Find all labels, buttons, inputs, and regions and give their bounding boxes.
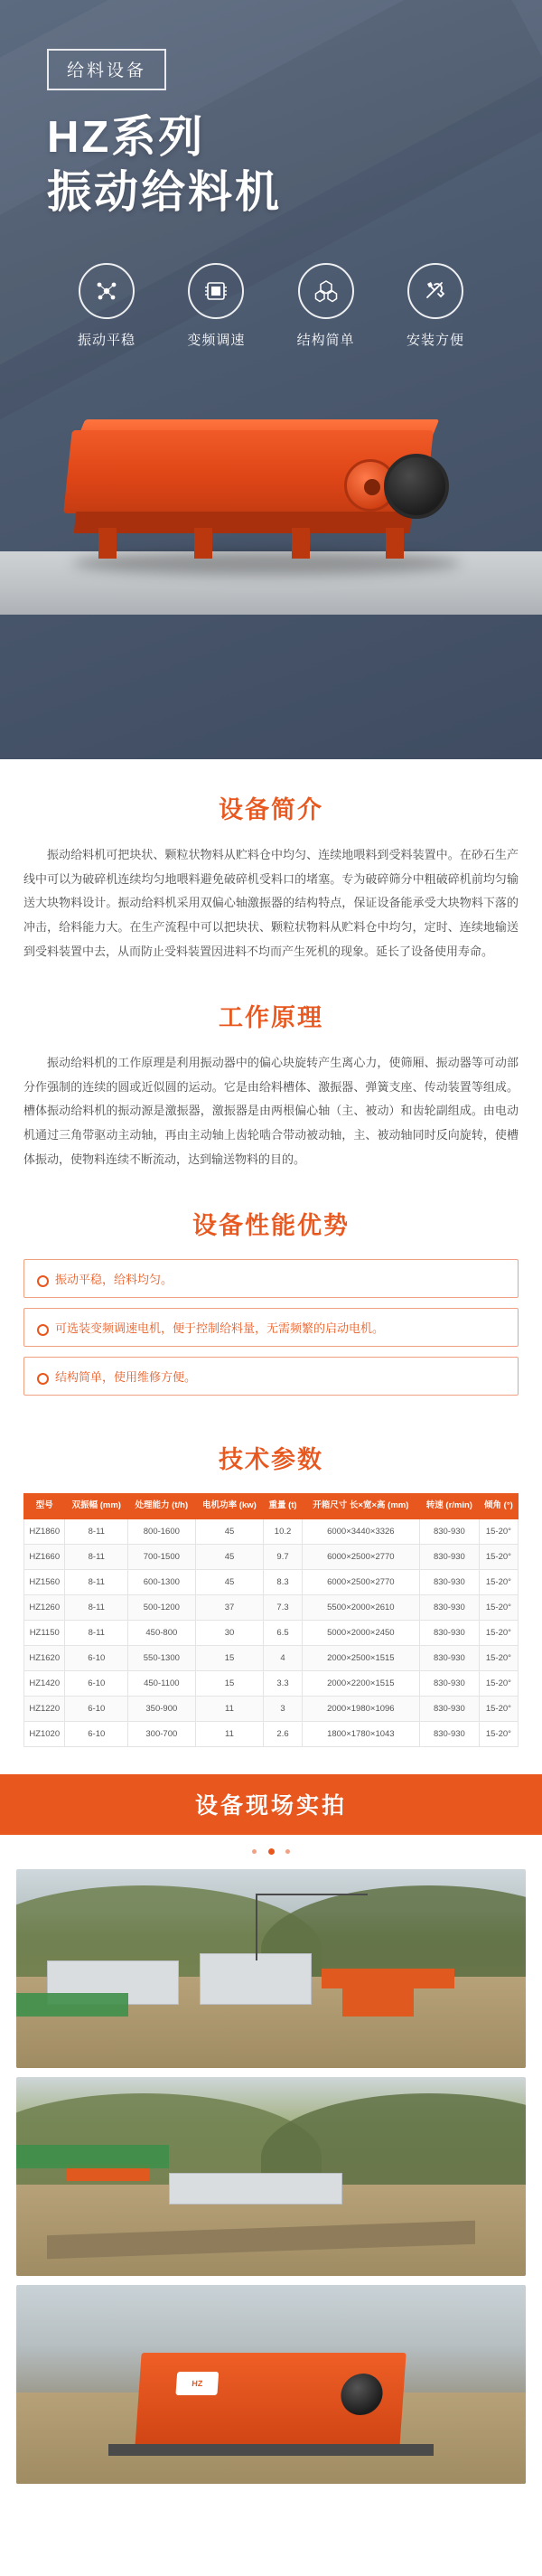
cell-weight: 4 bbox=[264, 1646, 302, 1671]
hero-title-line2: 振动给料机 bbox=[47, 168, 283, 218]
cell-speed: 830-930 bbox=[419, 1519, 479, 1545]
cell-model: HZ1150 bbox=[24, 1621, 65, 1646]
photo-foundation bbox=[169, 2173, 342, 2205]
feature-item-2 bbox=[272, 263, 380, 349]
cell-angle: 15-20° bbox=[479, 1671, 518, 1697]
advantage-item: 可选装变频调速电机，便于控制给料量，无需频繁的启动电机。 bbox=[23, 1308, 519, 1347]
intro-title: 设备简介 bbox=[219, 796, 323, 823]
cell-speed: 830-930 bbox=[419, 1697, 479, 1722]
cell-angle: 15-20° bbox=[479, 1519, 518, 1545]
tools-icon bbox=[407, 263, 463, 319]
cell-capacity: 450-1100 bbox=[128, 1671, 196, 1697]
cell-speed: 830-930 bbox=[419, 1646, 479, 1671]
cell-weight: 3.3 bbox=[264, 1671, 302, 1697]
table-header-row bbox=[24, 1494, 519, 1519]
feature-label-1: 变频调速 bbox=[187, 332, 246, 348]
feature-item-3 bbox=[381, 263, 490, 349]
table-row bbox=[24, 1621, 519, 1646]
cell-angle: 15-20° bbox=[479, 1570, 518, 1595]
cell-model: HZ1660 bbox=[24, 1545, 65, 1570]
cell-speed: 830-930 bbox=[419, 1722, 479, 1747]
cell-amplitude: 6-10 bbox=[65, 1671, 128, 1697]
section-advantages bbox=[0, 1175, 542, 1409]
machine-leg bbox=[386, 528, 404, 559]
cell-amplitude: 8-11 bbox=[65, 1621, 128, 1646]
cell-weight: 7.3 bbox=[264, 1595, 302, 1621]
principle-paragraph: 振动给料机的工作原理是利用振动器中的偏心块旋转产生离心力，使筛厢、振动器等可动部分作强制的连续的圆或近似圆的运动。它是由给料槽体、激振器、弹簧支座、传动装置等组成。槽体振动给料机的振动源是激振器，激振器是由两根偏心轴（主、被动）和齿轮副组成。由电动机通过三角带驱动主动轴，再由主动轴上齿轮啮合带动被动轴，主、被动轴同时反向旋转，使槽体振动，使物料连续不断流动，达到输送物料的目的。 bbox=[23, 1056, 519, 1166]
cell-dimensions: 1800×1780×1043 bbox=[302, 1722, 419, 1747]
cell-speed: 830-930 bbox=[419, 1621, 479, 1646]
table-row bbox=[24, 1697, 519, 1722]
photo-netting bbox=[16, 1993, 128, 2017]
table-row bbox=[24, 1519, 519, 1545]
cell-weight: 6.5 bbox=[264, 1621, 302, 1646]
col-model: 型号 bbox=[24, 1494, 65, 1519]
cell-capacity: 550-1300 bbox=[128, 1646, 196, 1671]
site-photo-gallery bbox=[0, 1866, 542, 2513]
cell-amplitude: 8-11 bbox=[65, 1570, 128, 1595]
table-row bbox=[24, 1722, 519, 1747]
cell-power: 15 bbox=[195, 1646, 264, 1671]
vibration-icon bbox=[79, 263, 135, 319]
col-dimensions: 开箱尺寸 长×宽×高 (mm) bbox=[302, 1494, 419, 1519]
advantage-item: 振动平稳，给料均匀。 bbox=[23, 1259, 519, 1298]
specs-table-body bbox=[24, 1519, 519, 1747]
cell-power: 15 bbox=[195, 1671, 264, 1697]
photo-equipment bbox=[322, 1969, 454, 1988]
cell-amplitude: 6-10 bbox=[65, 1646, 128, 1671]
photo-netting bbox=[16, 2145, 169, 2168]
decor-dots bbox=[0, 1835, 542, 1866]
machine-leg bbox=[194, 528, 212, 559]
cell-power: 45 bbox=[195, 1570, 264, 1595]
cell-capacity: 300-700 bbox=[128, 1722, 196, 1747]
cell-angle: 15-20° bbox=[479, 1697, 518, 1722]
photo-machine-base bbox=[108, 2444, 435, 2456]
hero-product-photo bbox=[0, 389, 542, 615]
cell-capacity: 350-900 bbox=[128, 1697, 196, 1722]
brand-logo: HZ bbox=[176, 2372, 220, 2395]
section-principle bbox=[0, 967, 542, 1175]
table-row bbox=[24, 1646, 519, 1671]
col-speed: 转速 (r/min) bbox=[419, 1494, 479, 1519]
hero-feature-list bbox=[52, 263, 490, 349]
machine-leg bbox=[98, 528, 117, 559]
photo-hill-right bbox=[261, 2093, 526, 2185]
principle-title: 工作原理 bbox=[219, 1004, 323, 1032]
hero-banner bbox=[0, 0, 542, 759]
advantages-title: 设备性能优势 bbox=[192, 1212, 350, 1240]
hero-category-tag: 给料设备 bbox=[47, 49, 166, 90]
cell-amplitude: 6-10 bbox=[65, 1697, 128, 1722]
cell-angle: 15-20° bbox=[479, 1545, 518, 1570]
table-row bbox=[24, 1570, 519, 1595]
cell-power: 37 bbox=[195, 1595, 264, 1621]
site-photo-2 bbox=[16, 2077, 526, 2276]
cell-model: HZ1020 bbox=[24, 1722, 65, 1747]
section-specs bbox=[0, 1409, 542, 1751]
cell-amplitude: 8-11 bbox=[65, 1519, 128, 1545]
cell-dimensions: 5000×2000×2450 bbox=[302, 1621, 419, 1646]
col-capacity: 处理能力 (t/h) bbox=[128, 1494, 196, 1519]
dot bbox=[252, 1849, 257, 1854]
cell-model: HZ1620 bbox=[24, 1646, 65, 1671]
table-row bbox=[24, 1595, 519, 1621]
machine-motor-pulley bbox=[384, 454, 449, 519]
site-photos-banner: 设备现场实拍 bbox=[0, 1774, 542, 1835]
cell-model: HZ1860 bbox=[24, 1519, 65, 1545]
dot bbox=[285, 1849, 290, 1854]
cell-power: 11 bbox=[195, 1697, 264, 1722]
cell-dimensions: 6000×2500×2770 bbox=[302, 1545, 419, 1570]
frequency-icon bbox=[188, 263, 244, 319]
cell-dimensions: 2000×1980×1096 bbox=[302, 1697, 419, 1722]
cell-model: HZ1260 bbox=[24, 1595, 65, 1621]
col-amplitude: 双振幅 (mm) bbox=[65, 1494, 128, 1519]
cell-dimensions: 2000×2500×1515 bbox=[302, 1646, 419, 1671]
machine-leg bbox=[292, 528, 310, 559]
col-weight: 重量 (t) bbox=[264, 1494, 302, 1519]
cell-angle: 15-20° bbox=[479, 1595, 518, 1621]
cell-capacity: 700-1500 bbox=[128, 1545, 196, 1570]
page-title bbox=[47, 110, 495, 221]
cell-amplitude: 8-11 bbox=[65, 1595, 128, 1621]
cell-weight: 3 bbox=[264, 1697, 302, 1722]
cell-capacity: 600-1300 bbox=[128, 1570, 196, 1595]
cell-model: HZ1560 bbox=[24, 1570, 65, 1595]
cell-capacity: 800-1600 bbox=[128, 1519, 196, 1545]
cell-capacity: 450-800 bbox=[128, 1621, 196, 1646]
site-photo-3 bbox=[16, 2285, 526, 2484]
cell-weight: 9.7 bbox=[264, 1545, 302, 1570]
photo-crane-mast bbox=[256, 1894, 257, 1961]
col-power: 电机功率 (kw) bbox=[195, 1494, 264, 1519]
cell-power: 30 bbox=[195, 1621, 264, 1646]
section-intro bbox=[0, 759, 542, 967]
cell-weight: 2.6 bbox=[264, 1722, 302, 1747]
feature-label-3: 安装方便 bbox=[406, 332, 464, 348]
cell-angle: 15-20° bbox=[479, 1722, 518, 1747]
cell-weight: 8.3 bbox=[264, 1570, 302, 1595]
cell-dimensions: 6000×3440×3326 bbox=[302, 1519, 419, 1545]
vibrating-feeder-machine bbox=[50, 414, 474, 568]
cell-dimensions: 5500×2000×2610 bbox=[302, 1595, 419, 1621]
cell-speed: 830-930 bbox=[419, 1570, 479, 1595]
cell-capacity: 500-1200 bbox=[128, 1595, 196, 1621]
feature-item-0 bbox=[52, 263, 161, 349]
feature-label-2: 结构简单 bbox=[296, 332, 355, 348]
machine-base-beam bbox=[74, 512, 413, 533]
feature-label-0: 振动平稳 bbox=[77, 332, 136, 348]
cell-amplitude: 6-10 bbox=[65, 1722, 128, 1747]
cell-speed: 830-930 bbox=[419, 1595, 479, 1621]
structure-icon bbox=[298, 263, 354, 319]
cell-angle: 15-20° bbox=[479, 1646, 518, 1671]
cell-speed: 830-930 bbox=[419, 1671, 479, 1697]
cell-dimensions: 2000×2200×1515 bbox=[302, 1671, 419, 1697]
cell-power: 45 bbox=[195, 1519, 264, 1545]
cell-speed: 830-930 bbox=[419, 1545, 479, 1570]
photo-equipment bbox=[342, 1988, 414, 2017]
cell-angle: 15-20° bbox=[479, 1621, 518, 1646]
specs-table bbox=[23, 1493, 519, 1747]
specs-title: 技术参数 bbox=[219, 1446, 323, 1474]
cell-power: 11 bbox=[195, 1722, 264, 1747]
advantage-item: 结构简单，使用维修方便。 bbox=[23, 1357, 519, 1396]
cell-amplitude: 8-11 bbox=[65, 1545, 128, 1570]
feature-item-1 bbox=[162, 263, 270, 349]
site-feeder-machine bbox=[136, 2353, 407, 2449]
dot bbox=[268, 1848, 275, 1855]
site-photo-1 bbox=[16, 1869, 526, 2068]
cell-model: HZ1420 bbox=[24, 1671, 65, 1697]
cell-power: 45 bbox=[195, 1545, 264, 1570]
hero-title-line1: HZ系列 bbox=[47, 113, 206, 162]
col-angle: 倾角 (°) bbox=[479, 1494, 518, 1519]
advantages-list bbox=[23, 1259, 519, 1396]
cell-dimensions: 6000×2500×2770 bbox=[302, 1570, 419, 1595]
cell-model: HZ1220 bbox=[24, 1697, 65, 1722]
cell-weight: 10.2 bbox=[264, 1519, 302, 1545]
photo-crane-jib bbox=[256, 1894, 368, 1895]
intro-paragraph: 振动给料机可把块状、颗粒状物料从贮料仓中均匀、连续地喂料到受料装置中。在砂石生产线中可以为破碎机连续均匀地喂料避免破碎机受料口的堵塞。专为破碎筛分中粗破碎机前均匀输送大块物料设计。振动给料机采用双偏心轴激振器的结构特点，保证设备能承受大块物料下落的冲击，给料能力大。在生产流程中可以把块状、颗粒状物料从贮料仓中均匀，定时、连续地输送到受料装置中去，从而防止受料装置因进料不均而产生死机的现象。延长了设备使用寿命。 bbox=[23, 848, 519, 958]
table-row bbox=[24, 1545, 519, 1570]
table-row bbox=[24, 1671, 519, 1697]
